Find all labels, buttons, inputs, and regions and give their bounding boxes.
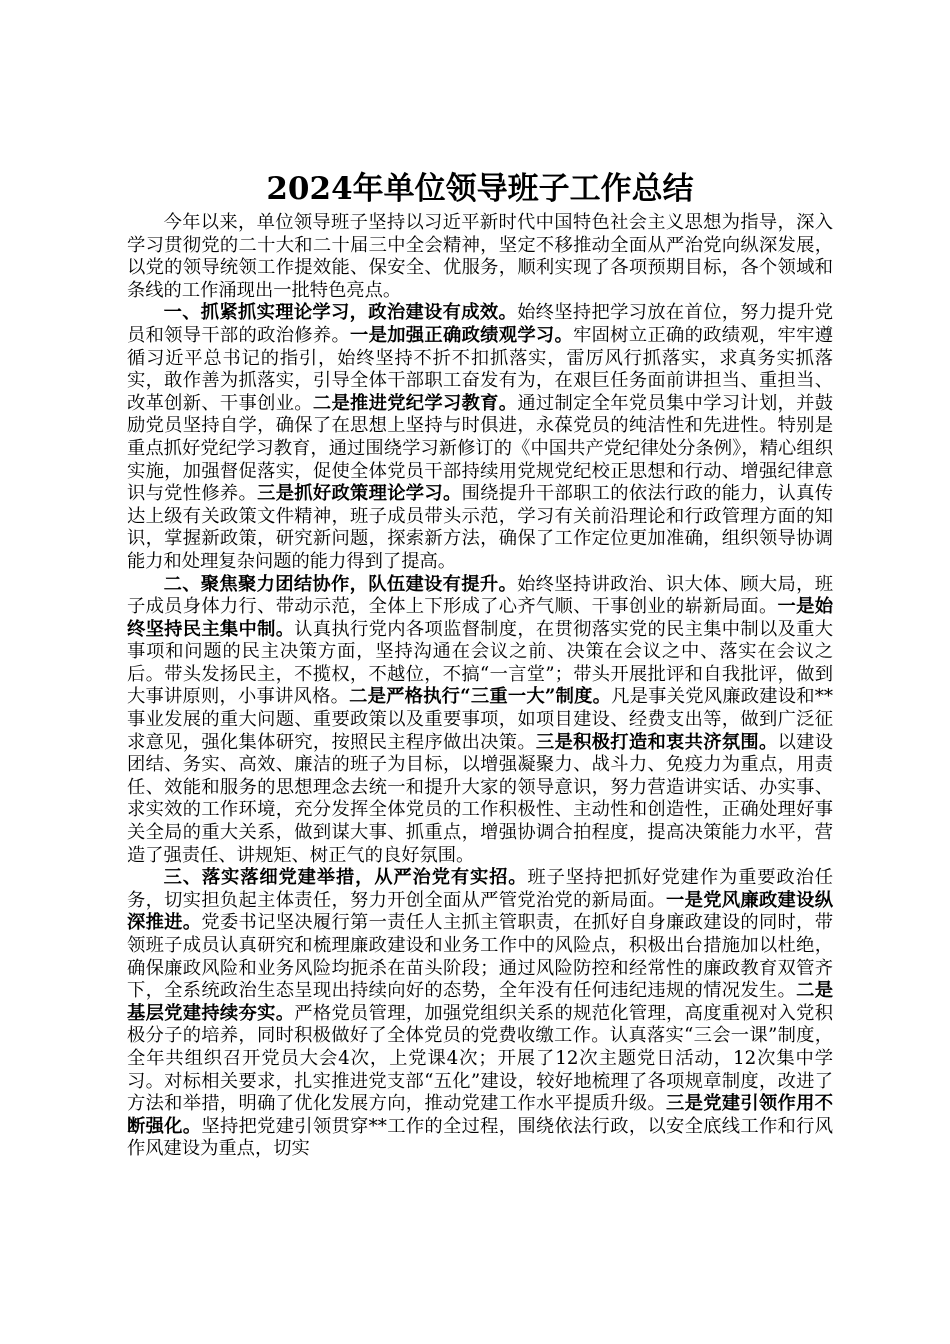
subpoint-heading: 二是推进党纪学习教育。	[312, 392, 518, 414]
subpoint-heading: 二是严格执行“三重一大”制度。	[349, 686, 612, 708]
section-heading: 一、抓紧抓实理论学习，政治建设有成效。	[163, 302, 518, 324]
subpoint-heading: 三是积极打造和衷共济氛围。	[535, 731, 778, 753]
paragraph-text: 坚持把党建引领贯穿**工作的全过程，围绕依法行政，以安全底线工作和行风作风建设为重点，切实	[127, 1115, 834, 1160]
paragraph-text: 今年以来，单位领导班子坚持以习近平新时代中国特色社会主义思想为指导，深入学习贯彻党的二十大和二十届三中全会精神，坚定不移推动全面从严治党向纵深发展，以党的领导统领工作提效能、保安全、优服务，顺利实现了各项预期目标，各个领域和条线的工作涌现出一批特色亮点。	[127, 212, 833, 301]
paragraph-text: 党委书记坚决履行第一责任人主抓主管职责，在抓好自身廉政建设的同时，带领班子成员认真研究和梳理廉政建设和业务工作中的风险点，积极出台措施加以杜绝，确保廉政风险和业务风险均扼杀在苗头阶段；通过风险防控和经常性的廉政教育双管齐下，全系统政治生态呈现出持续向好的态势，全年没有任何违纪违规的情况发生。	[127, 912, 834, 1002]
section-heading: 三、落实落细党建举措，从严治党有实招。	[163, 867, 528, 889]
document-page	[127, 166, 833, 1161]
paragraph-text: 牢固树立正确的政绩观，牢牢遵循习近平总书记的指引，始终坚持不折不扣抓落实，雷厉风行抓落实，求真务实抓落实，敢作善为抓落实，引导全体干部职工奋发有为，在艰巨任务面前讲担当、重担当、改革创新、干事创业。	[127, 324, 834, 414]
paragraph-text: 班子坚持把抓好党建作为重要政治任务，切实担负起主体责任，努力开创全面从严管党治党的新局面。	[127, 867, 834, 911]
paragraph-section-1	[127, 302, 833, 573]
paragraph-text: 认真执行党内各项监督制度，在贯彻落实党的民主集中制以及重大事项和问题的民主决策方面，坚持沟通在会议之前、决策在会议之中、落实在会议之后。带头发扬民主，不揽权，不越位，不搞“一言堂”；带头开展批评和自我批评，做到大事讲原则，小事讲风格。	[127, 618, 834, 708]
paragraph-text: 以建设团结、务实、高效、廉洁的班子为目标，以增强凝聚力、战斗力、免疫力为重点，用责任、效能和服务的思想理念去统一和提升大家的领导意识，努力营造讲实话、办实事、求实效的工作环境，充分发挥全体党员的工作积极性、主动性和创造性，正确处理好事关全局的重大关系，做到谋大事、抓重点，增强协调合拍程度，提高决策能力水平，营造了强责任、讲规矩、树正气的良好氛围。	[127, 731, 834, 866]
paragraph-section-2	[127, 574, 833, 868]
subpoint-heading: 一是党风廉政建设纵深推进。	[127, 889, 834, 934]
subpoint-heading: 三是抓好政策理论学习。	[257, 483, 462, 505]
paragraph-text: 通过制定全年党员集中学习计划，并鼓励党员坚持自学，确保了在思想上坚持与时俱进，永葆党员的纯洁性和先进性。特别是重点抓好党纪学习教育，通过围绕学习新修订的《中国共产党纪律处分条例》，精心组织实施，加强督促落实，促使全体党员干部持续用党规党纪校正思想和行动、增强纪律意识与党性修养。	[127, 392, 834, 505]
paragraph-text: 始终坚持讲政治、识大体、顾大局，班子成员身体力行、带动示范，全体上下形成了心齐气顺、干事创业的崭新局面。	[127, 573, 834, 618]
paragraph-intro	[127, 212, 833, 302]
paragraph-text: 围绕提升干部职工的依法行政的能力，认真传达上级有关政策文件精神，班子成员带头示范，学习有关前沿理论和行政管理方面的知识，掌握新政策，研究新问题，探索新方法，确保了工作定位更加准确，组织领导协调能力和处理复杂问题的能力得到了提高。	[127, 483, 834, 572]
subpoint-heading: 二是基层党建持续夯实。	[127, 980, 834, 1024]
paragraph-text: 凡是事关党风廉政建设和**事业发展的重大问题、重要政策以及重要事项，如项目建设、经费支出等，做到广泛征求意见，强化集体研究，按照民主程序做出决策。	[127, 686, 834, 753]
subpoint-heading: 一是始终坚持民主集中制。	[127, 596, 834, 640]
paragraph-section-3	[127, 867, 833, 1161]
document-title: 2024年单位领导班子工作总结	[266, 171, 694, 207]
subpoint-heading: 一是加强正确政绩观学习。	[350, 324, 574, 346]
paragraph-text: 始终坚持把学习放在首位，努力提升党员和领导干部的政治修养。	[127, 302, 834, 346]
subpoint-heading: 三是党建引领作用不断强化。	[127, 1093, 834, 1137]
paragraph-text: 严格党员管理，加强党组织关系的规范化管理，高度重视对入党积极分子的培养，同时积极做好了全体党员的党费收缴工作。认真落实“三会一课”制度，全年共组织召开党员大会4次，上党课4次；开展了12次主题党日活动，12次集中学习。对标相关要求，扎实推进党支部“五化”建设，较好地梳理了各项规章制度，改进了方法和举措，明确了优化发展方向，推动党建工作水平提质升级。	[127, 1002, 834, 1115]
section-heading: 二、聚焦聚力团结协作，队伍建设有提升。	[163, 573, 518, 595]
